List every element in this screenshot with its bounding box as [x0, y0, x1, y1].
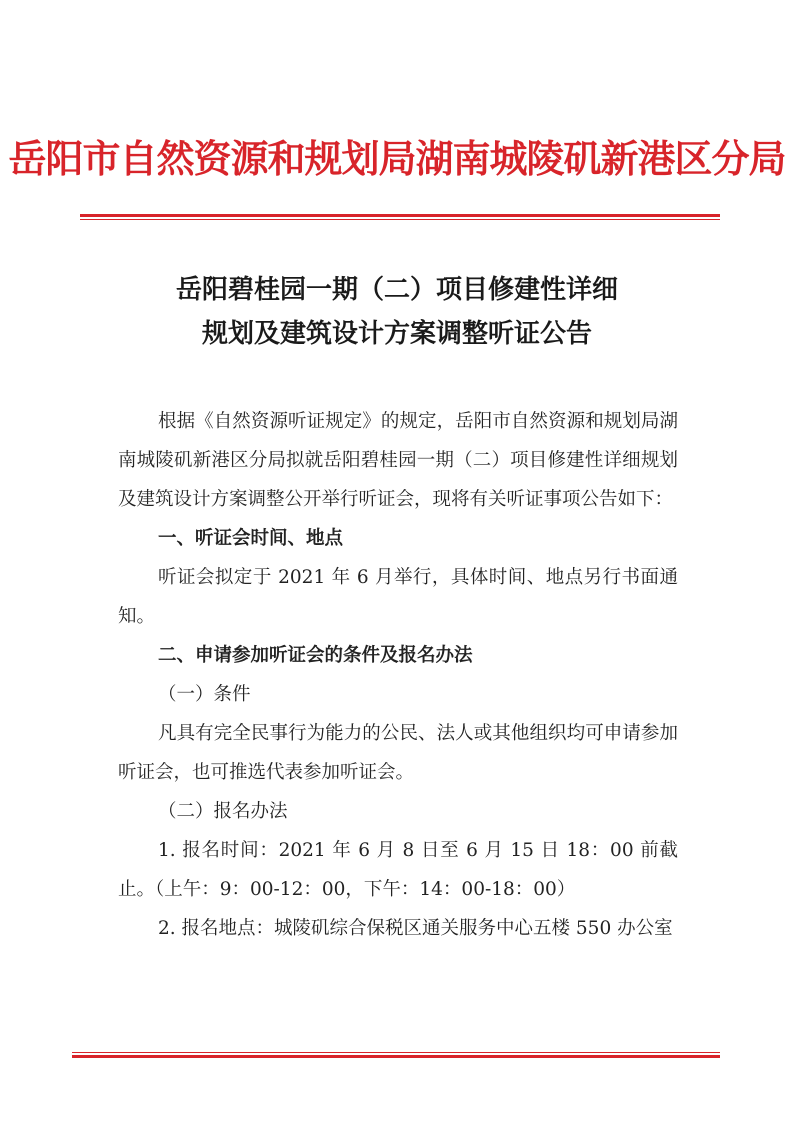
- sub1-heading: （一）条件: [158, 684, 251, 705]
- registration-location: 2. 报名地点：城陵矶综合保税区通关服务中心五楼 550 办公室: [158, 918, 673, 939]
- footer-divider-thin: [72, 1052, 720, 1053]
- document-title: [0, 268, 794, 356]
- letterhead-divider-thick: [80, 214, 720, 217]
- sub1-paragraph: 凡具有完全民事行为能力的公民、法人或其他组织均可申请参加听证会，也可推选代表参加听证会。: [118, 723, 678, 783]
- footer-divider-thick: [72, 1055, 720, 1058]
- letterhead-org-name: 岳阳市自然资源和规划局湖南城陵矶新港区分局: [8, 136, 786, 181]
- section1-paragraph: 听证会拟定于 2021 年 6 月举行，具体时间、地点另行书面通知。: [118, 567, 678, 627]
- registration-time: 1. 报名时间：2021 年 6 月 8 日至 6 月 15 日 18：00 前截止。（上午：9：00-12：00，下午：14：00-18：00）: [118, 840, 678, 900]
- intro-paragraph: 根据《自然资源听证规定》的规定，岳阳市自然资源和规划局湖南城陵矶新港区分局拟就岳阳碧桂园一期（二）项目修建性详细规划及建筑设计方案调整公开举行听证会，现将有关听证事项公告如下：: [118, 411, 678, 510]
- document-title-line1: 岳阳碧桂园一期（二）项目修建性详细: [175, 275, 618, 305]
- section1-heading: 一、听证会时间、地点: [158, 528, 344, 549]
- document-body: [118, 402, 678, 948]
- sub2-heading: （二）报名办法: [158, 801, 288, 822]
- document-title-line2: 规划及建筑设计方案调整听证公告: [201, 319, 592, 349]
- letterhead-divider-thin: [80, 219, 720, 220]
- section2-heading: 二、申请参加听证会的条件及报名办法: [158, 645, 473, 666]
